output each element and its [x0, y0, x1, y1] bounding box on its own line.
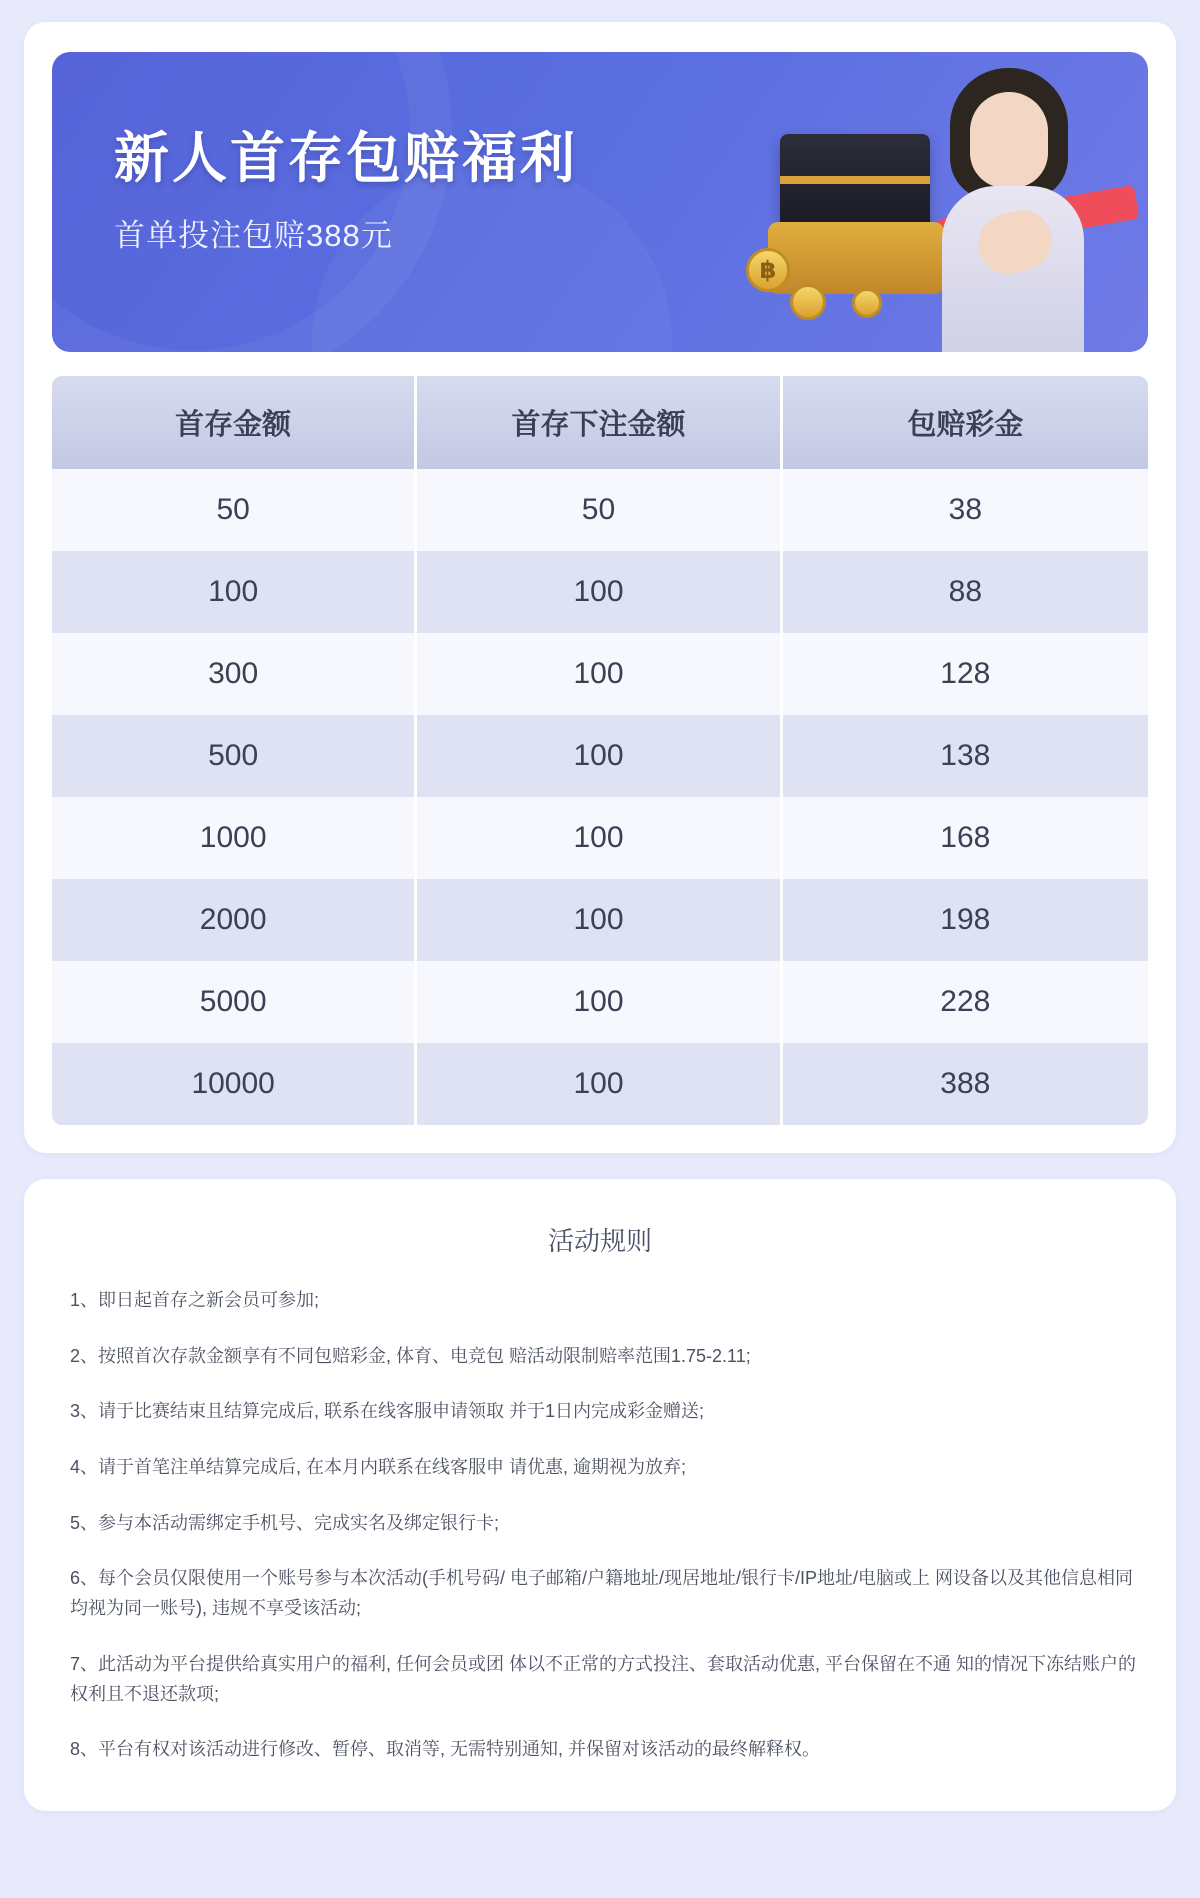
- cell-bet: 100: [417, 961, 782, 1043]
- cell-bonus: 198: [783, 879, 1148, 961]
- coin-icon: [790, 284, 826, 320]
- rule-item: 2、按照首次存款金额享有不同包赔彩金, 体育、电竞包 赔活动限制赔率范围1.75-2.11;: [70, 1345, 751, 1366]
- table-row: [52, 633, 1148, 715]
- banner-text-block: [114, 127, 579, 255]
- coin-icon: [852, 288, 882, 318]
- table-header-deposit-amount: 首存金额: [52, 376, 417, 469]
- rule-item: 5、参与本活动需绑定手机号、完成实名及绑定银行卡;: [70, 1512, 500, 1533]
- banner-illustration: [728, 52, 1148, 352]
- cell-deposit: 5000: [52, 961, 417, 1043]
- cell-bonus: 128: [783, 633, 1148, 715]
- rules-card: [24, 1179, 1176, 1811]
- rule-item: 4、请于首笔注单结算完成后, 在本月内联系在线客服申 请优惠, 逾期视为放弃;: [70, 1457, 687, 1478]
- table-row: [52, 1043, 1148, 1125]
- banner-subtitle: 首单投注包赔388元: [114, 217, 393, 253]
- cell-bonus: 38: [783, 469, 1148, 551]
- cell-bet: 100: [417, 879, 782, 961]
- table-row: [52, 797, 1148, 879]
- cell-deposit: 100: [52, 551, 417, 633]
- cell-bet: 50: [417, 469, 782, 551]
- cell-bonus: 138: [783, 715, 1148, 797]
- cell-deposit: 300: [52, 633, 417, 715]
- cell-bonus: 88: [783, 551, 1148, 633]
- cell-bet: 100: [417, 551, 782, 633]
- banner-title: 新人首存包赔福利: [114, 127, 579, 189]
- table-row: [52, 551, 1148, 633]
- table-row: [52, 961, 1148, 1043]
- cell-bonus: 388: [783, 1043, 1148, 1125]
- rule-item: 7、此活动为平台提供给真实用户的福利, 任何会员或团 体以不正常的方式投注、套取活动优惠, 平台保留在不通 知的情况下冻结账户的权利且不退还款项;: [70, 1653, 1137, 1704]
- treasure-chest-icon: [780, 134, 930, 230]
- cell-deposit: 1000: [52, 797, 417, 879]
- figure-face: [970, 92, 1048, 188]
- rule-item: 3、请于比赛结束且结算完成后, 联系在线客服申请领取 并于1日内完成彩金赠送;: [70, 1401, 705, 1422]
- promo-banner: [52, 52, 1148, 352]
- rule-item: 6、每个会员仅限使用一个账号参与本次活动(手机号码/ 电子邮箱/户籍地址/现居地址/银行卡/IP地址/电脑或上 网设备以及其他信息相同均视为同一账号), 违规不享受该活动;: [70, 1568, 1134, 1619]
- cell-bet: 100: [417, 633, 782, 715]
- promo-card: [24, 22, 1176, 1153]
- cell-bonus: 168: [783, 797, 1148, 879]
- cell-deposit: 2000: [52, 879, 417, 961]
- cell-bet: 100: [417, 715, 782, 797]
- rules-title: 活动规则: [547, 1226, 652, 1256]
- rule-item: 1、即日起首存之新会员可参加;: [70, 1290, 320, 1310]
- model-figure-illustration: [918, 62, 1108, 352]
- cell-bet: 100: [417, 797, 782, 879]
- table-header-bonus-amount: 包赔彩金: [783, 376, 1148, 469]
- table-row: [52, 469, 1148, 551]
- cell-deposit: 50: [52, 469, 417, 551]
- table-body: [52, 469, 1148, 1125]
- table-header-bet-amount: 首存下注金额: [417, 376, 782, 469]
- table-row: [52, 879, 1148, 961]
- table-header-row: [52, 376, 1148, 469]
- rewards-table: [52, 376, 1148, 1125]
- table-row: [52, 715, 1148, 797]
- cell-bonus: 228: [783, 961, 1148, 1043]
- rule-item: 8、平台有权对该活动进行修改、暂停、取消等, 无需特别通知, 并保留对该活动的最终解释权。: [70, 1739, 821, 1760]
- coin-icon: ฿: [746, 248, 790, 292]
- cell-deposit: 500: [52, 715, 417, 797]
- cell-deposit: 10000: [52, 1043, 417, 1125]
- cell-bet: 100: [417, 1043, 782, 1125]
